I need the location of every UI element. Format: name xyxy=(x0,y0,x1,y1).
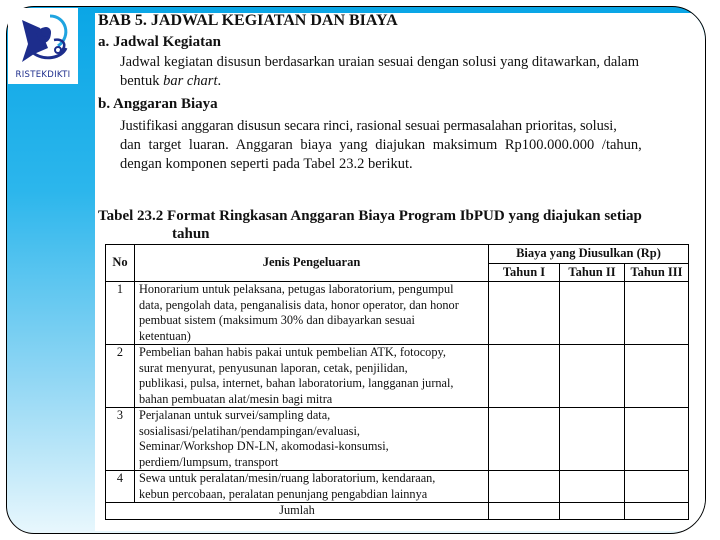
row-line: Sewa untuk peralatan/mesin/ruang laboratorium, kendaraan, xyxy=(139,471,436,485)
section-a-heading: a. Jadwal Kegiatan xyxy=(98,34,221,50)
row-line: Seminar/Workshop DN-LN, akomodasi-konsumsi, xyxy=(139,439,389,453)
bar-chart-term: bar chart xyxy=(163,73,218,89)
table-row xyxy=(106,471,689,503)
table-row xyxy=(106,408,689,471)
section-a-line1: Jadwal kegiatan disusun berdasarkan uraian sesuai dengan solusi yang ditawarkan, dalam xyxy=(120,54,640,70)
table-total-row xyxy=(106,503,689,520)
row-line: perdiem/lumpsum, transport xyxy=(139,454,279,469)
chapter-title: BAB 5. JADWAL KEGIATAN DAN BIAYA xyxy=(98,12,398,29)
total-tahun-2 xyxy=(560,503,625,520)
header-tahun-3: Tahun III xyxy=(625,264,689,282)
row-description xyxy=(135,471,489,503)
table-row xyxy=(106,282,689,345)
cell-tahun-2 xyxy=(560,345,625,408)
header-jenis-pengeluaran: Jenis Pengeluaran xyxy=(135,245,489,282)
row-description xyxy=(135,408,489,471)
row-description xyxy=(135,345,489,408)
section-b-line3: dengan komponen seperti pada Tabel 23.2 berikut. xyxy=(120,156,413,172)
header-tahun-1: Tahun I xyxy=(489,264,560,282)
cell-tahun-2 xyxy=(560,471,625,503)
section-a-line2 xyxy=(120,72,221,91)
row-line: ketentuan) xyxy=(139,328,191,343)
logo-text: RISTEKDIKTI xyxy=(15,70,71,80)
ristekdikti-logo xyxy=(8,8,78,84)
cell-tahun-3 xyxy=(625,345,689,408)
cell-tahun-1 xyxy=(489,471,560,503)
row-line: Pembelian bahan habis pakai untuk pembelian ATK, fotocopy, xyxy=(139,345,446,359)
total-tahun-3 xyxy=(625,503,689,520)
table-header-row xyxy=(106,245,689,264)
ristekdikti-emblem-icon xyxy=(14,10,72,68)
cell-tahun-3 xyxy=(625,408,689,471)
row-line: bahan pembuatan alat/mesin bagi mitra xyxy=(139,391,333,406)
row-line: kebun percobaan, peralatan penunjang pengabdian lainnya xyxy=(139,486,428,501)
row-description xyxy=(135,282,489,345)
row-no: 4 xyxy=(106,471,135,503)
section-b-line2: dan target luaran. Anggaran biaya yang diajukan maksimum Rp100.000.000 /tahun, xyxy=(120,137,642,153)
row-line: publikasi, pulsa, internet, bahan laboratorium, langganan jurnal, xyxy=(139,376,454,390)
cell-tahun-1 xyxy=(489,345,560,408)
row-line: surat menyurat, penyusunan laporan, cetak, penjilidan, xyxy=(139,360,408,375)
cell-tahun-2 xyxy=(560,408,625,471)
cell-tahun-1 xyxy=(489,282,560,345)
section-a-line2-suffix: . xyxy=(217,73,222,89)
row-no: 2 xyxy=(106,345,135,408)
row-line: pembuat sistem (maksimum 30% dan dibayarkan sesuai xyxy=(139,313,415,327)
row-no: 3 xyxy=(106,408,135,471)
table-caption-line2: tahun xyxy=(172,226,210,242)
row-no: 1 xyxy=(106,282,135,345)
table-caption xyxy=(98,207,642,243)
table-row xyxy=(106,345,689,408)
cell-tahun-2 xyxy=(560,282,625,345)
budget-table xyxy=(105,244,689,520)
header-no: No xyxy=(106,245,135,282)
cell-tahun-3 xyxy=(625,471,689,503)
total-label: Jumlah xyxy=(106,503,489,520)
row-line: sosialisasi/pelatihan/pendampingan/evaluasi, xyxy=(139,423,360,438)
cell-tahun-1 xyxy=(489,408,560,471)
header-biaya-group: Biaya yang Diusulkan (Rp) xyxy=(489,245,689,264)
total-tahun-1 xyxy=(489,503,560,520)
table-caption-line1: Tabel 23.2 Format Ringkasan Anggaran Biaya Program IbPUD yang diajukan setiap xyxy=(98,208,642,224)
section-b-heading: b. Anggaran Biaya xyxy=(98,96,218,112)
section-b-line1: Justifikasi anggaran disusun secara rinci, rasional sesuai permasalahan prioritas, solusi, xyxy=(120,118,617,134)
header-tahun-2: Tahun II xyxy=(560,264,625,282)
row-line: Perjalanan untuk survei/sampling data, xyxy=(139,408,331,422)
row-line: Honorarium untuk pelaksana, petugas laboratorium, pengumpul xyxy=(139,282,454,296)
section-a-line2-prefix: bentuk xyxy=(120,73,164,89)
cell-tahun-3 xyxy=(625,282,689,345)
row-line: data, pengolah data, penganalisis data, honor operator, dan honor xyxy=(139,297,459,312)
